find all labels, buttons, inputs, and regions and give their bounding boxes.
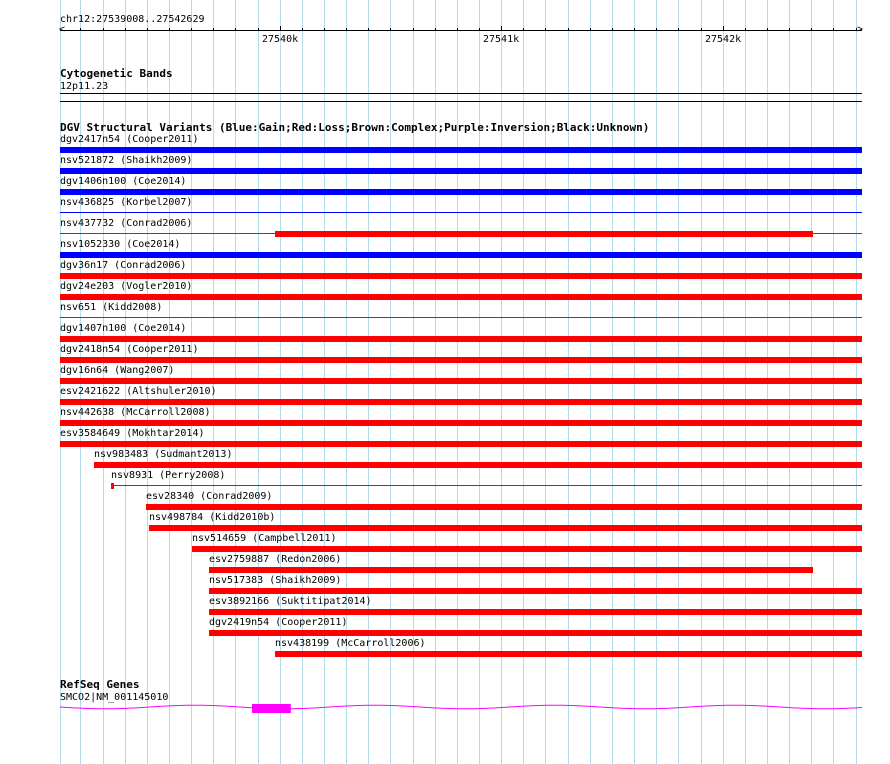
dgv-feature-bar[interactable] [60,336,862,342]
ruler-minor-tick [346,28,347,31]
ruler-minor-tick [811,28,812,31]
dgv-feature-bar[interactable] [60,273,862,279]
ruler-minor-tick [523,28,524,31]
dgv-feature-bar[interactable] [60,441,862,447]
dgv-feature-bar[interactable] [149,525,862,531]
ruler-minor-tick [103,28,104,31]
dgv-feature-label[interactable]: dgv2419n54 (Cooper2011) [209,617,348,628]
ruler-left-arrow: < [59,24,66,35]
dgv-feature-bar[interactable] [60,399,862,405]
ruler-minor-tick [457,28,458,31]
ruler-minor-tick [368,28,369,31]
dgv-track-title: DGV Structural Variants (Blue:Gain;Red:Loss;Brown:Complex;Purple:Inversion;Black:Unknown) [60,121,650,134]
dgv-feature-label[interactable]: nsv1052330 (Coe2014) [60,239,181,250]
dgv-feature-bar[interactable] [60,252,862,258]
ruler-minor-tick [656,28,657,31]
ruler-minor-tick [125,28,126,31]
dgv-feature-label[interactable]: nsv438199 (McCarroll2006) [275,638,426,649]
ruler-major-tick [280,26,281,31]
ruler-minor-tick [590,28,591,31]
cytoband-track-title: Cytogenetic Bands [60,67,173,80]
ruler-minor-tick [767,28,768,31]
dgv-feature-line[interactable] [111,485,862,486]
ruler-minor-tick [213,28,214,31]
dgv-feature-label[interactable]: dgv16n64 (Wang2007) [60,365,175,376]
ruler-minor-tick [634,28,635,31]
ruler-minor-tick [324,28,325,31]
ruler-minor-tick [612,28,613,31]
dgv-feature-label[interactable]: esv3584649 (Mokhtar2014) [60,428,205,439]
ruler-minor-tick [856,28,857,31]
refseq-intron-line [60,705,862,709]
ruler-minor-tick [745,28,746,31]
ruler-minor-tick [302,28,303,31]
dgv-feature-label[interactable]: nsv8931 (Perry2008) [111,470,226,481]
dgv-feature-bar[interactable] [192,546,862,552]
ruler-minor-tick [678,28,679,31]
ruler-minor-tick [789,28,790,31]
ruler-minor-tick [80,28,81,31]
refseq-gene-label[interactable]: SMCO2|NM_001145010 [60,692,169,703]
cytoband-top-line [60,93,862,94]
ruler-tick-label: 27541k [483,34,520,45]
refseq-track-title: RefSeq Genes [60,678,140,691]
dgv-feature-label[interactable]: esv3892166 (Suktitipat2014) [209,596,372,607]
dgv-feature-bar[interactable] [209,567,813,573]
dgv-feature-label[interactable]: nsv514659 (Campbell2011) [192,533,337,544]
cytoband-label: 12p11.23 [60,81,109,92]
dgv-feature-label[interactable]: nsv521872 (Shaikh2009) [60,155,193,166]
dgv-feature-bar[interactable] [275,651,862,657]
ruler-tick-label: 27542k [705,34,742,45]
dgv-feature-bar[interactable] [60,189,862,195]
ruler-minor-tick [191,28,192,31]
ruler-minor-tick [568,28,569,31]
dgv-feature-label[interactable]: nsv442638 (McCarroll2008) [60,407,211,418]
dgv-feature-label[interactable]: esv2759887 (Redon2006) [209,554,342,565]
dgv-feature-bar[interactable] [111,483,114,489]
dgv-feature-label[interactable]: dgv2418n54 (Cooper2011) [60,344,199,355]
ruler-minor-tick [701,28,702,31]
dgv-feature-label[interactable]: esv28340 (Conrad2009) [146,491,273,502]
region-label: chr12:27539008..27542629 [60,14,205,25]
dgv-feature-bar[interactable] [209,588,862,594]
dgv-feature-bar[interactable] [146,504,862,510]
ruler-minor-tick [413,28,414,31]
dgv-feature-bar[interactable] [94,462,862,468]
dgv-feature-label[interactable]: dgv1406n100 (Coe2014) [60,176,187,187]
dgv-feature-bar[interactable] [60,357,862,363]
dgv-feature-label[interactable]: dgv24e203 (Vogler2010) [60,281,193,292]
dgv-feature-label[interactable]: dgv36n17 (Conrad2006) [60,260,187,271]
dgv-feature-bar[interactable] [60,420,862,426]
dgv-feature-label[interactable]: esv2421622 (Altshuler2010) [60,386,217,397]
dgv-feature-line[interactable] [60,317,862,318]
ruler-axis-line [60,30,862,31]
ruler-minor-tick [390,28,391,31]
dgv-feature-label[interactable]: nsv436825 (Korbel2007) [60,197,193,208]
dgv-feature-label[interactable]: nsv651 (Kidd2008) [60,302,163,313]
ruler-minor-tick [545,28,546,31]
ruler-minor-tick [435,28,436,31]
ruler-minor-tick [833,28,834,31]
dgv-feature-bar[interactable] [209,630,862,636]
dgv-feature-bar[interactable] [60,147,862,153]
dgv-feature-bar[interactable] [60,294,862,300]
dgv-feature-bar[interactable] [209,609,862,615]
dgv-feature-bar[interactable] [60,168,862,174]
ruler-minor-tick [479,28,480,31]
ruler-major-tick [501,26,502,31]
ruler-tick-label: 27540k [262,34,299,45]
ruler-right-arrow: > [857,24,864,35]
ruler-minor-tick [147,28,148,31]
dgv-feature-bar[interactable] [275,231,813,237]
dgv-feature-label[interactable]: nsv517383 (Shaikh2009) [209,575,342,586]
dgv-feature-label[interactable]: nsv498784 (Kidd2010b) [149,512,276,523]
ruler-minor-tick [169,28,170,31]
dgv-feature-label[interactable]: nsv437732 (Conrad2006) [60,218,193,229]
ruler-minor-tick [235,28,236,31]
ruler-major-tick [723,26,724,31]
dgv-feature-label[interactable]: dgv2417n54 (Cooper2011) [60,134,199,145]
ruler-minor-tick [258,28,259,31]
dgv-feature-bar[interactable] [60,378,862,384]
dgv-feature-label[interactable]: nsv983483 (Sudmant2013) [94,449,233,460]
dgv-feature-label[interactable]: dgv1407n100 (Coe2014) [60,323,187,334]
dgv-feature-line[interactable] [60,212,862,213]
cytoband-bottom-line [60,101,862,102]
